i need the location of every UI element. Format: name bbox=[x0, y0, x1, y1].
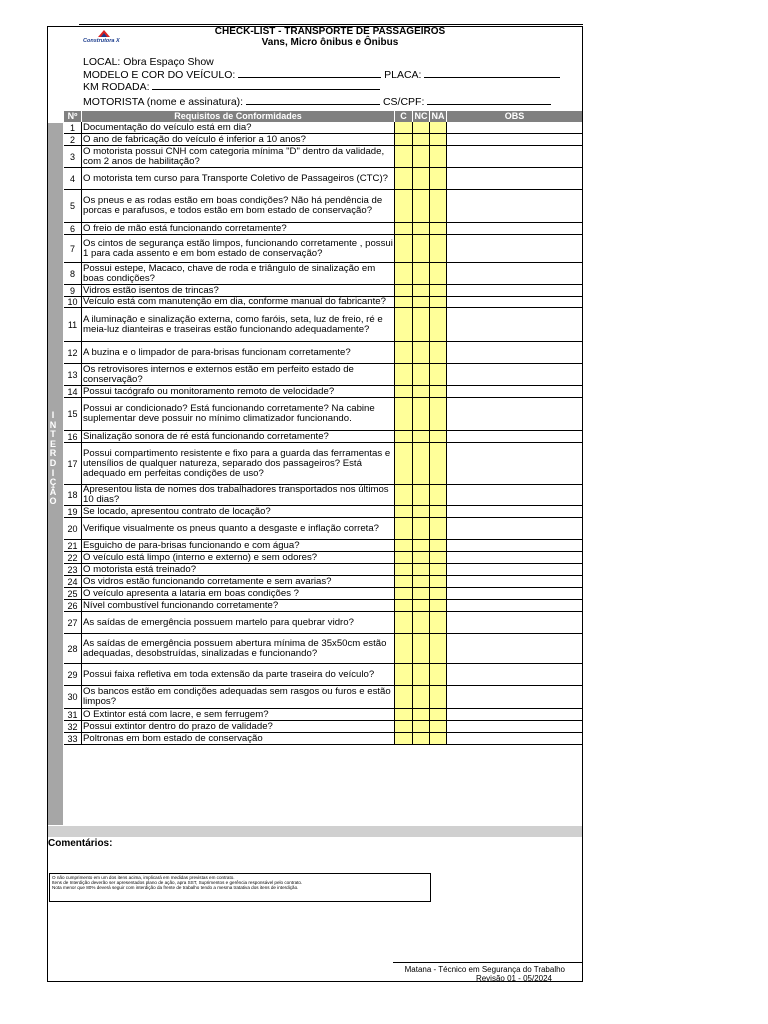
table-row bbox=[64, 223, 582, 235]
revision-text: Revisão 01 - 05/2024 bbox=[475, 974, 552, 983]
row-na-cell[interactable] bbox=[430, 285, 447, 296]
comments-label: Comentários: bbox=[48, 838, 113, 849]
row-obs-cell[interactable] bbox=[447, 235, 582, 262]
row-obs-cell[interactable] bbox=[447, 168, 582, 189]
km-label: KM RODADA: bbox=[83, 81, 150, 93]
row-requirement: O veículo apresenta a lataria em boas condições ? bbox=[82, 588, 395, 599]
row-c-cell[interactable] bbox=[395, 485, 413, 505]
row-na-cell[interactable] bbox=[430, 588, 447, 599]
row-number: 7 bbox=[64, 235, 82, 262]
row-obs-cell[interactable] bbox=[447, 223, 582, 234]
interdicao-letter: D bbox=[49, 457, 57, 468]
row-number: 4 bbox=[64, 168, 82, 189]
row-c-cell[interactable] bbox=[395, 443, 413, 484]
row-na-cell[interactable] bbox=[430, 564, 447, 575]
row-nc-cell[interactable] bbox=[413, 612, 430, 633]
row-c-cell[interactable] bbox=[395, 235, 413, 262]
row-obs-cell[interactable] bbox=[447, 443, 582, 484]
row-requirement: Os vidros estão funcionando corretamente e sem avarias? bbox=[82, 576, 395, 587]
table-row bbox=[64, 634, 582, 664]
row-nc-cell[interactable] bbox=[413, 431, 430, 442]
row-nc-cell[interactable] bbox=[413, 518, 430, 539]
row-c-cell[interactable] bbox=[395, 564, 413, 575]
interdicao-letter: I bbox=[51, 467, 55, 478]
row-c-cell[interactable] bbox=[395, 431, 413, 442]
row-c-cell[interactable] bbox=[395, 122, 413, 133]
row-number: 10 bbox=[64, 297, 82, 307]
interdicao-letter: E bbox=[49, 438, 56, 449]
local-label: LOCAL: bbox=[83, 56, 121, 68]
row-number: 3 bbox=[64, 146, 82, 167]
row-c-cell[interactable] bbox=[395, 518, 413, 539]
row-obs-cell[interactable] bbox=[447, 398, 582, 430]
row-nc-cell[interactable] bbox=[413, 190, 430, 222]
row-obs-cell[interactable] bbox=[447, 552, 582, 563]
row-obs-cell[interactable] bbox=[447, 386, 582, 397]
row-obs-cell[interactable] bbox=[447, 506, 582, 517]
row-obs-cell[interactable] bbox=[447, 308, 582, 341]
row-requirement: O veículo está limpo (interno e externo) e sem odores? bbox=[82, 552, 395, 563]
row-number: 29 bbox=[64, 664, 82, 685]
row-nc-cell[interactable] bbox=[413, 146, 430, 167]
row-nc-cell[interactable] bbox=[413, 308, 430, 341]
interdicao-letter: O bbox=[49, 496, 57, 507]
row-na-cell[interactable] bbox=[430, 386, 447, 397]
col-na: NA bbox=[430, 111, 447, 122]
row-requirement: O motorista possui CNH com categoria mínima "D" dentro da validade, com 2 anos de habilitação? bbox=[82, 146, 395, 167]
row-requirement: Possui extintor dentro do prazo de validade? bbox=[82, 721, 395, 732]
row-requirement: Verifique visualmente os pneus quanto a desgaste e inflação correta? bbox=[82, 518, 395, 539]
row-na-cell[interactable] bbox=[430, 506, 447, 517]
interdicao-letter: I bbox=[51, 410, 55, 420]
logo-text: Construtora X bbox=[83, 38, 120, 44]
row-nc-cell[interactable] bbox=[413, 664, 430, 685]
row-na-cell[interactable] bbox=[430, 398, 447, 430]
row-na-cell[interactable] bbox=[430, 235, 447, 262]
col-c: C bbox=[395, 111, 413, 122]
row-c-cell[interactable] bbox=[395, 386, 413, 397]
row-number: 14 bbox=[64, 386, 82, 397]
row-nc-cell[interactable] bbox=[413, 398, 430, 430]
row-c-cell[interactable] bbox=[395, 733, 413, 744]
row-nc-cell[interactable] bbox=[413, 721, 430, 732]
row-obs-cell[interactable] bbox=[447, 146, 582, 167]
col-nc: NC bbox=[413, 111, 430, 122]
row-requirement: Poltronas em bom estado de conservação bbox=[82, 733, 395, 744]
table-row bbox=[64, 190, 582, 223]
row-nc-cell[interactable] bbox=[413, 485, 430, 505]
note-line: Nota menor que 80% deverá seguir com interdição da frente de trabalho tendo a mesma tratativa dos itens de interdição. bbox=[52, 885, 299, 890]
row-requirement: Possui estepe, Macaco, chave de roda e triângulo de sinalização em boas condições? bbox=[82, 263, 395, 284]
table-row bbox=[64, 576, 582, 588]
row-obs-cell[interactable] bbox=[447, 263, 582, 284]
row-na-cell[interactable] bbox=[430, 709, 447, 720]
placa-label: PLACA: bbox=[384, 69, 422, 81]
page-title: CHECK-LIST - TRANSPORTE DE PASSAGEIROS bbox=[214, 26, 446, 37]
row-na-cell[interactable] bbox=[430, 518, 447, 539]
row-requirement: Nível combustível funcionando corretamente? bbox=[82, 600, 395, 611]
row-number: 25 bbox=[64, 588, 82, 599]
row-number: 17 bbox=[64, 443, 82, 484]
row-requirement: As saídas de emergência possuem abertura mínima de 35x50cm estão adequadas, desobstruídas, sinalizadas e funcionando? bbox=[82, 634, 395, 663]
table-row bbox=[64, 263, 582, 285]
row-c-cell[interactable] bbox=[395, 342, 413, 363]
row-obs-cell[interactable] bbox=[447, 134, 582, 145]
table-row bbox=[64, 443, 582, 485]
row-obs-cell[interactable] bbox=[447, 588, 582, 599]
row-na-cell[interactable] bbox=[430, 612, 447, 633]
row-requirement: Vidros estão isentos de trincas? bbox=[82, 285, 395, 296]
row-na-cell[interactable] bbox=[430, 552, 447, 563]
row-c-cell[interactable] bbox=[395, 223, 413, 234]
row-requirement: Apresentou lista de nomes dos trabalhadores transportados nos últimos 10 dias? bbox=[82, 485, 395, 505]
row-nc-cell[interactable] bbox=[413, 168, 430, 189]
row-requirement: O Extintor está com lacre, e sem ferrugem? bbox=[82, 709, 395, 720]
row-obs-cell[interactable] bbox=[447, 297, 582, 307]
local-line bbox=[83, 56, 214, 68]
table-row bbox=[64, 485, 582, 506]
row-number: 5 bbox=[64, 190, 82, 222]
table-row bbox=[64, 600, 582, 612]
row-number: 11 bbox=[64, 308, 82, 341]
row-number: 31 bbox=[64, 709, 82, 720]
row-number: 24 bbox=[64, 576, 82, 587]
row-nc-cell[interactable] bbox=[413, 122, 430, 133]
row-requirement: O motorista está treinado? bbox=[82, 564, 395, 575]
row-requirement: Os bancos estão em condições adequadas sem rasgos ou furos e estão limpos? bbox=[82, 686, 395, 708]
row-number: 23 bbox=[64, 564, 82, 575]
row-c-cell[interactable] bbox=[395, 506, 413, 517]
row-c-cell[interactable] bbox=[395, 588, 413, 599]
row-na-cell[interactable] bbox=[430, 223, 447, 234]
table-row bbox=[64, 664, 582, 686]
row-na-cell[interactable] bbox=[430, 342, 447, 363]
row-obs-cell[interactable] bbox=[447, 190, 582, 222]
table-row bbox=[64, 540, 582, 552]
row-na-cell[interactable] bbox=[430, 634, 447, 663]
row-na-cell[interactable] bbox=[430, 122, 447, 133]
row-obs-cell[interactable] bbox=[447, 564, 582, 575]
row-number: 13 bbox=[64, 364, 82, 385]
row-requirement: A iluminação e sinalização externa, como faróis, seta, luz de freio, ré e meia-luz dianteiras e traseiras estão funcionando adequadamente? bbox=[82, 308, 395, 341]
row-na-cell[interactable] bbox=[430, 664, 447, 685]
row-c-cell[interactable] bbox=[395, 664, 413, 685]
table-row bbox=[64, 518, 582, 540]
row-na-cell[interactable] bbox=[430, 576, 447, 587]
signature-line bbox=[393, 962, 583, 963]
modelo-label: MODELO E COR DO VEÍCULO: bbox=[83, 69, 236, 81]
row-number: 12 bbox=[64, 342, 82, 363]
table-row bbox=[64, 146, 582, 168]
row-na-cell[interactable] bbox=[430, 364, 447, 385]
row-requirement: Os pneus e as rodas estão em boas condições? Não há pendência de porcas e parafusos, e todos estão em bom estado de conservação? bbox=[82, 190, 395, 222]
row-c-cell[interactable] bbox=[395, 540, 413, 551]
row-number: 22 bbox=[64, 552, 82, 563]
row-c-cell[interactable] bbox=[395, 612, 413, 633]
row-c-cell[interactable] bbox=[395, 168, 413, 189]
row-nc-cell[interactable] bbox=[413, 552, 430, 563]
row-obs-cell[interactable] bbox=[447, 709, 582, 720]
row-na-cell[interactable] bbox=[430, 297, 447, 307]
local-value: Obra Espaço Show bbox=[123, 56, 214, 68]
table-row bbox=[64, 134, 582, 146]
table-row bbox=[64, 308, 582, 342]
row-nc-cell[interactable] bbox=[413, 588, 430, 599]
row-obs-cell[interactable] bbox=[447, 733, 582, 744]
row-c-cell[interactable] bbox=[395, 398, 413, 430]
row-nc-cell[interactable] bbox=[413, 443, 430, 484]
row-c-cell[interactable] bbox=[395, 709, 413, 720]
km-line bbox=[83, 80, 380, 93]
row-nc-cell[interactable] bbox=[413, 576, 430, 587]
row-c-cell[interactable] bbox=[395, 190, 413, 222]
interdicao-letter: N bbox=[49, 419, 57, 430]
row-number: 16 bbox=[64, 431, 82, 442]
row-number: 19 bbox=[64, 506, 82, 517]
table-row bbox=[64, 686, 582, 709]
row-obs-cell[interactable] bbox=[447, 485, 582, 505]
motorista-field[interactable] bbox=[246, 95, 380, 105]
row-number: 20 bbox=[64, 518, 82, 539]
row-requirement: Possui compartimento resistente e fixo para a guarda das ferramentas e utensílios de qualquer natureza, separado dos passageiros? Está adequado em perfeitas condições de uso? bbox=[82, 443, 395, 484]
row-nc-cell[interactable] bbox=[413, 506, 430, 517]
placa-field[interactable] bbox=[424, 68, 560, 78]
row-number: 6 bbox=[64, 223, 82, 234]
table-row bbox=[64, 168, 582, 190]
row-nc-cell[interactable] bbox=[413, 223, 430, 234]
row-requirement: As saídas de emergência possuem martelo para quebrar vidro? bbox=[82, 612, 395, 633]
row-obs-cell[interactable] bbox=[447, 540, 582, 551]
row-nc-cell[interactable] bbox=[413, 386, 430, 397]
table-row bbox=[64, 733, 582, 745]
row-c-cell[interactable] bbox=[395, 576, 413, 587]
row-obs-cell[interactable] bbox=[447, 122, 582, 133]
row-nc-cell[interactable] bbox=[413, 733, 430, 744]
table-row bbox=[64, 364, 582, 386]
row-nc-cell[interactable] bbox=[413, 342, 430, 363]
motorista-label: MOTORISTA (nome e assinatura): bbox=[83, 96, 244, 108]
row-number: 21 bbox=[64, 540, 82, 551]
table-row bbox=[64, 122, 582, 134]
row-requirement: Os retrovisores internos e externos estão em perfeito estado de conservação? bbox=[82, 364, 395, 385]
row-nc-cell[interactable] bbox=[413, 709, 430, 720]
row-c-cell[interactable] bbox=[395, 686, 413, 708]
row-nc-cell[interactable] bbox=[413, 297, 430, 307]
row-c-cell[interactable] bbox=[395, 297, 413, 307]
row-number: 26 bbox=[64, 600, 82, 611]
row-na-cell[interactable] bbox=[430, 733, 447, 744]
row-requirement: O freio de mão está funcionando corretamente? bbox=[82, 223, 395, 234]
table-row bbox=[64, 398, 582, 431]
row-requirement: Os cintos de segurança estão limpos, funcionando corretamente , possui 1 para cada assento e em bom estado de conservação? bbox=[82, 235, 395, 262]
table-header bbox=[64, 111, 582, 122]
row-requirement: Possui faixa refletiva em toda extensão da parte traseira do veículo? bbox=[82, 664, 395, 685]
row-number: 18 bbox=[64, 485, 82, 505]
row-obs-cell[interactable] bbox=[447, 518, 582, 539]
row-c-cell[interactable] bbox=[395, 263, 413, 284]
row-number: 33 bbox=[64, 733, 82, 744]
table-row bbox=[64, 235, 582, 263]
row-obs-cell[interactable] bbox=[447, 431, 582, 442]
interdicao-letter: Ã bbox=[49, 486, 57, 497]
note-line: Itens de Interdição deverão ser apresentados plano de ação, apra SST, Suprimentos e gerência responsável pelo contrato. bbox=[52, 880, 303, 885]
row-requirement: O motorista tem curso para Transporte Coletivo de Passageiros (CTC)? bbox=[82, 168, 395, 189]
row-c-cell[interactable] bbox=[395, 552, 413, 563]
row-na-cell[interactable] bbox=[430, 721, 447, 732]
row-requirement: A buzina e o limpador de para-brisas funcionam corretamente? bbox=[82, 342, 395, 363]
row-requirement: Possui ar condicionado? Está funcionando corretamente? Na cabine suplementar deve possuir no mínimo climatizador funcionando. bbox=[82, 398, 395, 430]
row-obs-cell[interactable] bbox=[447, 664, 582, 685]
row-na-cell[interactable] bbox=[430, 540, 447, 551]
row-number: 27 bbox=[64, 612, 82, 633]
logo-mark-icon bbox=[97, 29, 111, 38]
row-na-cell[interactable] bbox=[430, 146, 447, 167]
row-c-cell[interactable] bbox=[395, 146, 413, 167]
row-requirement: Se locado, apresentou contrato de locação? bbox=[82, 506, 395, 517]
table-row bbox=[64, 386, 582, 398]
row-c-cell[interactable] bbox=[395, 600, 413, 611]
row-nc-cell[interactable] bbox=[413, 540, 430, 551]
row-nc-cell[interactable] bbox=[413, 235, 430, 262]
signature-text: Matana - Técnico em Segurança do Trabalho bbox=[404, 965, 565, 974]
row-obs-cell[interactable] bbox=[447, 364, 582, 385]
row-nc-cell[interactable] bbox=[413, 686, 430, 708]
row-obs-cell[interactable] bbox=[447, 285, 582, 296]
table-row bbox=[64, 297, 582, 308]
table-row bbox=[64, 506, 582, 518]
row-nc-cell[interactable] bbox=[413, 263, 430, 284]
row-requirement: Possui tacógrafo ou monitoramento remoto de velocidade? bbox=[82, 386, 395, 397]
modelo-field[interactable] bbox=[238, 68, 381, 78]
row-requirement: Veículo está com manutenção em dia, conforme manual do fabricante? bbox=[82, 297, 395, 307]
row-nc-cell[interactable] bbox=[413, 600, 430, 611]
col-no: Nº bbox=[64, 111, 82, 122]
row-number: 2 bbox=[64, 134, 82, 145]
row-nc-cell[interactable] bbox=[413, 564, 430, 575]
row-requirement: O ano de fabricação do veículo é inferior a 10 anos? bbox=[82, 134, 395, 145]
row-number: 32 bbox=[64, 721, 82, 732]
row-c-cell[interactable] bbox=[395, 364, 413, 385]
row-obs-cell[interactable] bbox=[447, 686, 582, 708]
row-nc-cell[interactable] bbox=[413, 634, 430, 663]
row-number: 8 bbox=[64, 263, 82, 284]
table-row bbox=[64, 552, 582, 564]
interdicao-letter: T bbox=[50, 429, 56, 440]
row-number: 30 bbox=[64, 686, 82, 708]
interdicao-letter: Ç bbox=[49, 477, 57, 488]
row-na-cell[interactable] bbox=[430, 168, 447, 189]
table-row bbox=[64, 342, 582, 364]
table-footer-band bbox=[48, 826, 582, 837]
row-na-cell[interactable] bbox=[430, 443, 447, 484]
km-field[interactable] bbox=[152, 80, 380, 90]
cpf-field[interactable] bbox=[427, 95, 551, 105]
row-c-cell[interactable] bbox=[395, 308, 413, 341]
row-na-cell[interactable] bbox=[430, 190, 447, 222]
row-requirement: Sinalização sonora de ré está funcionando corretamente? bbox=[82, 431, 395, 442]
cpf-label: CS/CPF: bbox=[382, 96, 425, 108]
row-c-cell[interactable] bbox=[395, 285, 413, 296]
col-requirements: Requisitos de Conformidades bbox=[82, 111, 395, 122]
table-row bbox=[64, 721, 582, 733]
row-number: 28 bbox=[64, 634, 82, 663]
row-number: 15 bbox=[64, 398, 82, 430]
row-obs-cell[interactable] bbox=[447, 342, 582, 363]
col-obs: OBS bbox=[504, 111, 525, 121]
row-nc-cell[interactable] bbox=[413, 134, 430, 145]
company-logo bbox=[83, 29, 125, 47]
row-requirement: Esguicho de para-brisas funcionando e com água? bbox=[82, 540, 395, 551]
row-na-cell[interactable] bbox=[430, 686, 447, 708]
top-rule bbox=[79, 24, 583, 25]
table-row bbox=[64, 612, 582, 634]
row-obs-cell[interactable] bbox=[447, 600, 582, 611]
row-na-cell[interactable] bbox=[430, 263, 447, 284]
row-na-cell[interactable] bbox=[430, 431, 447, 442]
row-obs-cell[interactable] bbox=[447, 721, 582, 732]
row-requirement: Documentação do veículo está em dia? bbox=[82, 122, 395, 133]
table-row bbox=[64, 431, 582, 443]
table-row bbox=[64, 709, 582, 721]
table-row bbox=[64, 588, 582, 600]
row-nc-cell[interactable] bbox=[413, 285, 430, 296]
row-obs-cell[interactable] bbox=[447, 612, 582, 633]
motorista-line bbox=[83, 95, 551, 108]
row-nc-cell[interactable] bbox=[413, 364, 430, 385]
page-subtitle: Vans, Micro ônibus e Ônibus bbox=[261, 37, 399, 48]
interdicao-letter: R bbox=[49, 448, 57, 459]
table-row bbox=[64, 564, 582, 576]
row-c-cell[interactable] bbox=[395, 634, 413, 663]
interdicao-label bbox=[48, 411, 58, 507]
row-na-cell[interactable] bbox=[430, 308, 447, 341]
row-c-cell[interactable] bbox=[395, 721, 413, 732]
row-na-cell[interactable] bbox=[430, 600, 447, 611]
row-na-cell[interactable] bbox=[430, 485, 447, 505]
row-na-cell[interactable] bbox=[430, 134, 447, 145]
row-number: 9 bbox=[64, 285, 82, 296]
row-c-cell[interactable] bbox=[395, 134, 413, 145]
notes-box bbox=[49, 873, 431, 902]
row-obs-cell[interactable] bbox=[447, 634, 582, 663]
note-line: O não cumprimento em um dos itens acima, implicará em medidas previstas em contrato. bbox=[52, 875, 235, 880]
row-obs-cell[interactable] bbox=[447, 576, 582, 587]
row-number: 1 bbox=[64, 122, 82, 133]
